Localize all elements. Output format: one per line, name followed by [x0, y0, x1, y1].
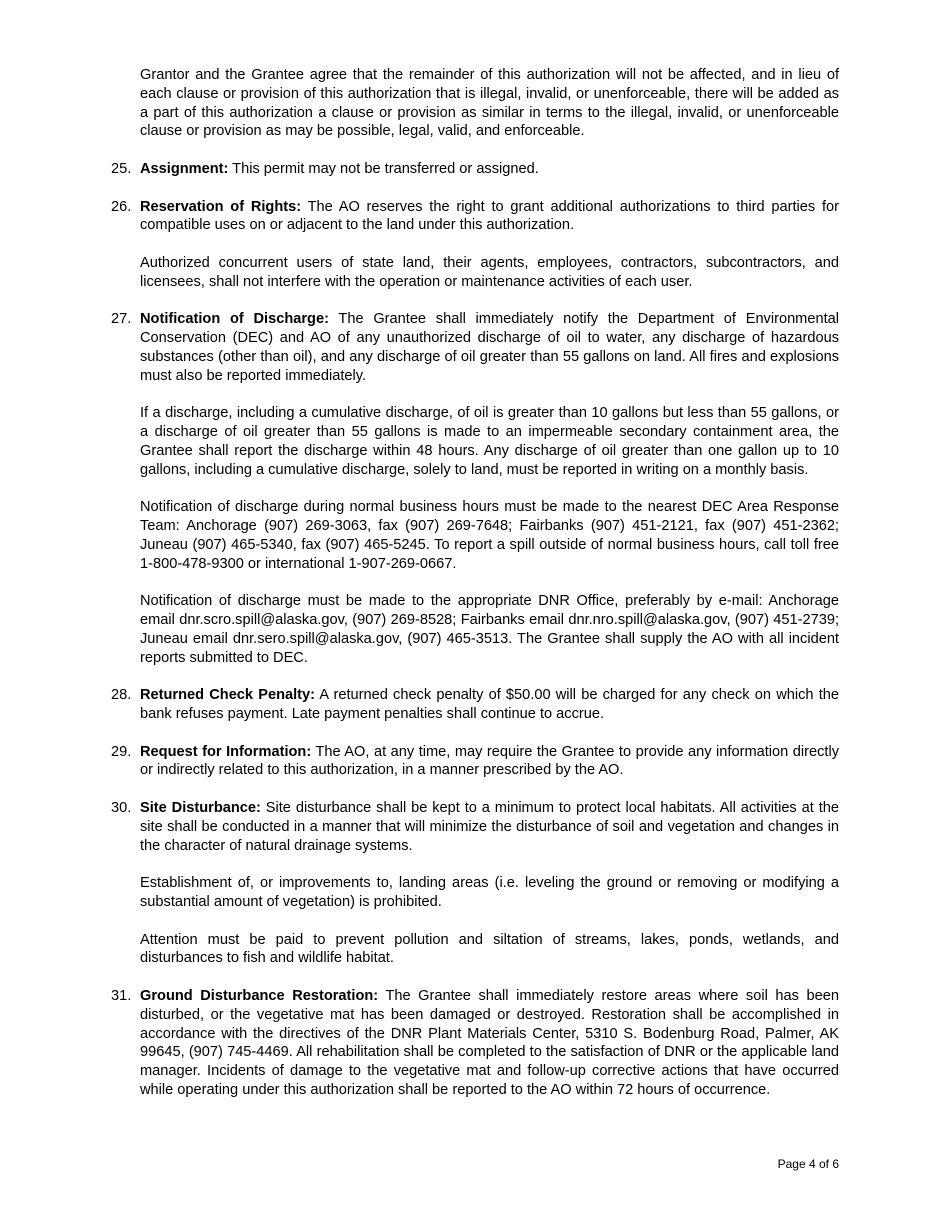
- clause-body: [140, 310, 839, 667]
- clause-number: 28.: [111, 687, 132, 704]
- clause-paragraph: Establishment of, or improvements to, landing areas (i.e. leveling the ground or removing or modifying a substantial amount of vegetation) is prohibited.: [140, 875, 839, 911]
- clause-paragraph: Notification of discharge during normal business hours must be made to the nearest DEC Area Response Team: Anchorage (907) 269-3063, fax (907) 269-7648; Fairbanks (907) 451-2121, fax (907) 451-2362; Juneau (907) 465-5340, fax (907) 465-5245. To report a spill outside of normal business hours, call toll free 1-800-478-9300 or international 1-907-269-0667.: [140, 499, 839, 572]
- clause-item: [111, 198, 839, 292]
- clause-title: Site Disturbance:: [140, 800, 261, 817]
- clause-number: 26.: [111, 198, 132, 215]
- clause-title: Returned Check Penalty:: [140, 687, 315, 704]
- clause-paragraph: Attention must be paid to prevent pollution and siltation of streams, lakes, ponds, wetlands, and disturbances to fish and wildlife habitat.: [140, 931, 839, 967]
- clause-title: Reservation of Rights:: [140, 198, 302, 215]
- clause-body: [140, 160, 839, 179]
- clause-lead-text: The AO, at any time, may require the Grantee to provide any information directly or indirectly related to this authorization, in a manner prescribed by the AO.: [140, 743, 839, 779]
- clause-lead-text: The Grantee shall immediately restore areas where soil has been disturbed, or the vegetative mat has been damaged or destroyed. Restoration shall be accomplished in accordance with the directives of the DNR Plant Materials Center, 5310 S. Bodenburg Road, Palmer, AK 99645, (907) 745-4469. All rehabilitation shall be completed to the satisfaction of DNR or the applicable land manager. Incidents of damage to the vegetative mat and follow-up corrective actions that have occurred while operating under this authorization shall be reported to the AO within 72 hours of occurrence.: [140, 988, 839, 1099]
- clause-lead-text: The AO reserves the right to grant additional authorizations to third parties for compatible uses on or adjacent to the land under this authorization.: [140, 198, 839, 234]
- clause-lead-paragraph: [140, 799, 839, 855]
- clause-lead-paragraph: [140, 310, 839, 385]
- clause-item: [111, 799, 839, 968]
- page-number: Page 4 of 6: [777, 1157, 839, 1171]
- clause-body: [140, 799, 839, 968]
- clause-item: [111, 160, 839, 179]
- clause-paragraph: Notification of discharge must be made to the appropriate DNR Office, preferably by e-mail: Anchorage email dnr.scro.spill@alaska.gov, (907) 269-8528; Fairbanks email dnr.nro.spill@alaska.gov, (907) 451-2739; Juneau email dnr.sero.spill@alaska.gov, (907) 465-3513. The Grantee shall supply the AO with all incident reports submitted to DEC.: [140, 593, 839, 666]
- clause-number: 30.: [111, 800, 132, 817]
- clause-number: 31.: [111, 988, 132, 1005]
- clause-body: [140, 987, 839, 1100]
- clause-title: Ground Disturbance Restoration:: [140, 988, 379, 1005]
- page-content: [111, 66, 839, 1119]
- clause-lead-paragraph: [140, 743, 839, 781]
- clause-item: [111, 310, 839, 667]
- clause-lead-paragraph: [140, 686, 839, 724]
- clause-lead-text: This permit may not be transferred or assigned.: [228, 160, 539, 177]
- clause-title: Request for Information:: [140, 743, 312, 760]
- clause-item: [111, 743, 839, 781]
- clause-paragraph: If a discharge, including a cumulative discharge, of oil is greater than 10 gallons but less than 55 gallons, or a discharge of oil greater than 55 gallons is made to an impermeable secondary containment area, the Grantee shall report the discharge within 48 hours. Any discharge of oil greater than one gallon up to 10 gallons, including a cumulative discharge, solely to land, must be reported in writing on a monthly basis.: [140, 405, 839, 478]
- clause-number: 29.: [111, 743, 132, 760]
- clause-paragraph: Authorized concurrent users of state land, their agents, employees, contractors, subcontractors, and licensees, shall not interfere with the operation or maintenance activities of each user.: [140, 254, 839, 290]
- clause-title: Assignment:: [140, 160, 229, 177]
- clause-lead-text: The Grantee shall immediately notify the Department of Environmental Conservation (DEC) and AO of any unauthorized discharge of oil to water, any discharge of hazardous substances (other than oil), and any discharge of oil greater than 55 gallons on land. All fires and explosions must also be reported immediately.: [140, 311, 839, 384]
- clause-lead-paragraph: [140, 987, 839, 1100]
- clause-lead-text: A returned check penalty of $50.00 will be charged for any check on which the bank refuses payment. Late payment penalties shall continue to accrue.: [140, 687, 839, 723]
- clause-lead-text: Site disturbance shall be kept to a minimum to protect local habitats. All activities at the site shall be conducted in a manner that will minimize the disturbance of soil and vegetation and changes in the character of natural drainage systems.: [140, 800, 839, 854]
- clause-body: [140, 743, 839, 781]
- clause-body: [140, 198, 839, 292]
- clause-lead-paragraph: [140, 160, 839, 179]
- clause-lead-paragraph: [140, 198, 839, 236]
- clause-item: [111, 686, 839, 724]
- clause-number: 25.: [111, 160, 132, 177]
- numbered-clause-list: [111, 160, 839, 1100]
- clause-title: Notification of Discharge:: [140, 311, 329, 328]
- clause-number: 27.: [111, 311, 132, 328]
- intro-paragraph: Grantor and the Grantee agree that the remainder of this authorization will not be affected, and in lieu of each clause or provision of this authorization that is illegal, invalid, or unenforceable, there will be added as a part of this authorization a clause or provision as similar in terms to the illegal, invalid, or unenforceable clause or provision as may be possible, legal, valid, and enforceable.: [140, 67, 839, 140]
- clause-body: [140, 686, 839, 724]
- clause-item: [111, 987, 839, 1100]
